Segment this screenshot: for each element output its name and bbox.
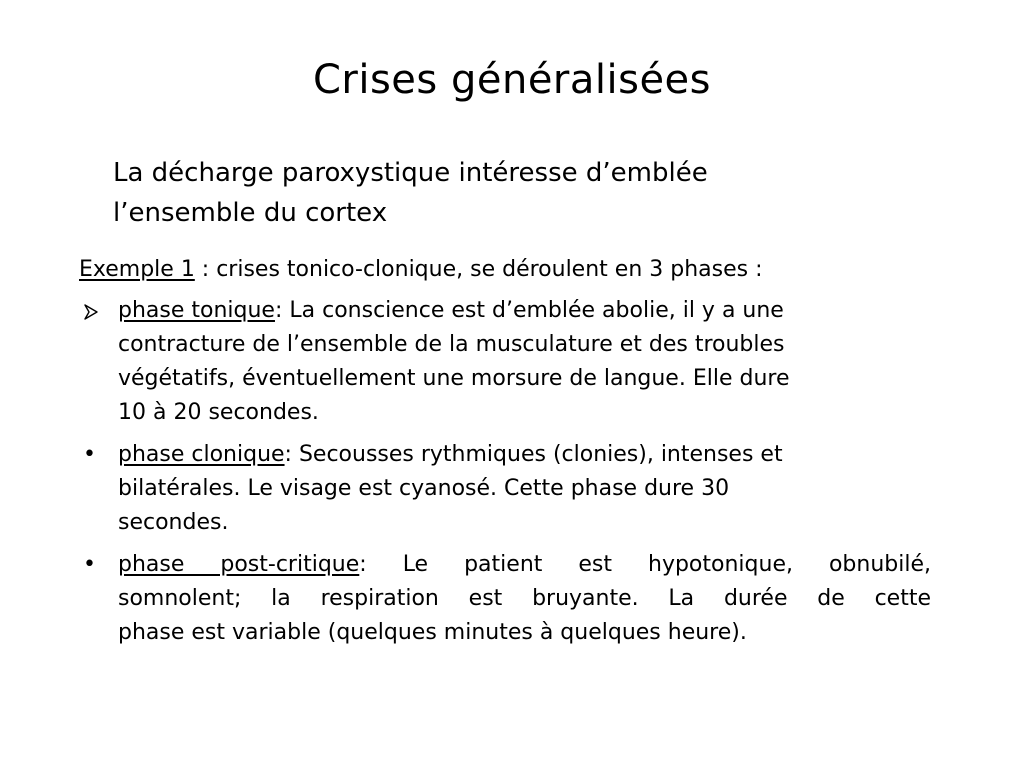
item-body: [118, 548, 931, 650]
intro-line: La décharge paroxystique intéresse d’emblée: [113, 158, 708, 188]
item-line: phase est variable (quelques minutes à quelques heure).: [118, 620, 747, 645]
item-line-text: : Secousses rythmiques (clonies), intenses et: [284, 442, 783, 467]
item-line: bilatérales. Le visage est cyanosé. Cette phase dure 30: [118, 476, 730, 501]
example-text: : crises tonico-clonique, se déroulent en 3 phases :: [194, 257, 763, 282]
bullet-icon: •: [83, 552, 96, 577]
item-body: [118, 438, 931, 540]
list-item-phase-tonique: [79, 294, 931, 430]
item-line: contracture de l’ensemble de la musculature et des troubles: [118, 332, 785, 357]
slide-title: Crises généralisées: [312, 57, 712, 103]
list-item-phase-post-critique: [79, 548, 931, 650]
example-heading: [79, 253, 959, 287]
item-line-text: : La conscience est d’emblée abolie, il y a une: [274, 298, 784, 323]
item-line: somnolent; la respiration est bruyante. La durée de cette: [118, 586, 931, 611]
item-line: [118, 438, 931, 472]
list-item-phase-clonique: [79, 438, 931, 540]
arrow-bullet-icon: [79, 294, 109, 328]
item-term: phase post-critique: [118, 552, 360, 577]
phase-list: [79, 294, 931, 658]
item-line: secondes.: [118, 510, 229, 535]
item-line: végétatifs, éventuellement une morsure de langue. Elle dure: [118, 366, 790, 391]
item-line: [118, 548, 931, 582]
intro-line: l’ensemble du cortex: [113, 198, 388, 228]
item-line-text: : Le patient est hypotonique, obnubilé,: [359, 552, 931, 577]
intro-text: [113, 153, 913, 233]
item-term: phase clonique: [118, 442, 285, 467]
bullet-icon: •: [83, 442, 96, 467]
item-term: phase tonique: [118, 298, 275, 323]
item-line: 10 à 20 secondes.: [118, 400, 319, 425]
item-body: [118, 294, 931, 430]
item-line: [118, 294, 931, 328]
example-label: Exemple 1: [79, 257, 195, 282]
